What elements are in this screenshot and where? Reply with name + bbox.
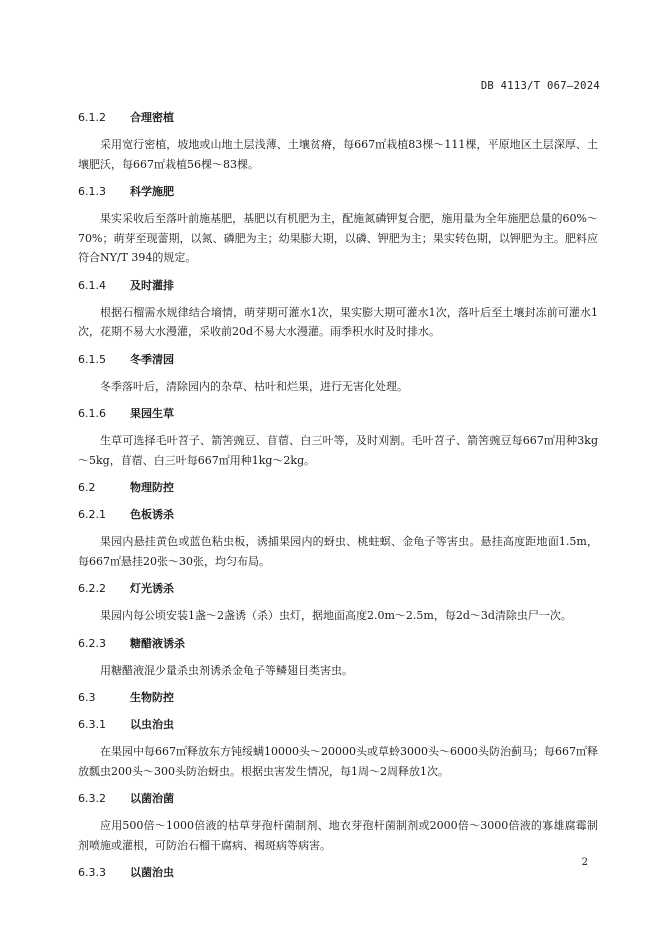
section-number: 6.2.1 bbox=[78, 508, 106, 521]
section-paragraph: 果园内悬挂黄色或蓝色粘虫板，诱捕果园内的蚜虫、桃蛀螟、金龟子等害虫。悬挂高度距地面1.5m，每667㎡悬挂20张～30张，均匀布局。 bbox=[78, 535, 598, 568]
section-number: 6.1.3 bbox=[78, 185, 106, 198]
section-paragraph: 用糖醋液混少量杀虫剂诱杀金龟子等鳞翅目类害虫。 bbox=[100, 663, 353, 677]
section-heading bbox=[78, 863, 598, 883]
section-6-1-2 bbox=[78, 108, 598, 174]
section-title: 果园生草 bbox=[130, 407, 174, 420]
section-title: 及时灌排 bbox=[130, 278, 174, 292]
section-6-3-2 bbox=[78, 789, 598, 855]
section-number: 6.1.6 bbox=[78, 407, 106, 420]
section-paragraph: 在果园中每667㎡释放东方钝绥螨10000头～20000头或草蛉3000头～6000头防治蓟马；每667㎡释放瓢虫200头～300头防治蚜虫。根据虫害发生情况，每1周～2周释放1次。 bbox=[78, 745, 598, 778]
section-6-2-3 bbox=[78, 634, 598, 681]
section-heading bbox=[78, 182, 598, 202]
section-number: 6.3.1 bbox=[78, 718, 106, 731]
section-heading bbox=[78, 579, 598, 599]
page-number: 2 bbox=[581, 857, 588, 868]
section-heading bbox=[78, 634, 598, 654]
section-6-1-4 bbox=[78, 276, 598, 342]
section-6-1-6 bbox=[78, 404, 598, 470]
section-heading bbox=[78, 404, 598, 424]
section-6-2-1 bbox=[78, 505, 598, 571]
section-number: 6.1.5 bbox=[78, 352, 106, 366]
section-title: 糖醋液诱杀 bbox=[130, 636, 185, 650]
section-number: 6.3.2 bbox=[78, 792, 106, 805]
section-title: 科学施肥 bbox=[130, 185, 174, 198]
section-6-1-5 bbox=[78, 350, 598, 397]
section-title: 合理密植 bbox=[130, 111, 174, 124]
section-paragraph: 采用宽行密植，坡地或山地土层浅薄、土壤贫瘠，每667㎡栽植83棵～111棵，平原地区土层深厚、土壤肥沃，每667㎡栽植56棵～83棵。 bbox=[78, 138, 598, 171]
section-title: 物理防控 bbox=[130, 481, 174, 494]
section-paragraph: 果实采收后至落叶前施基肥，基肥以有机肥为主，配施氮磷钾复合肥，施用量为全年施肥总量的60%～70%；萌芽至现蕾期，以氮、磷肥为主；幼果膨大期，以磷、钾肥为主；果实转色期，以钾肥为主。肥料应符合NY/T 394的规定。 bbox=[78, 212, 598, 264]
section-number: 6.2.2 bbox=[78, 582, 106, 595]
section-title: 生物防控 bbox=[130, 691, 174, 704]
section-6-1-3 bbox=[78, 182, 598, 268]
document-body bbox=[78, 108, 598, 890]
section-number: 6.2.3 bbox=[78, 636, 106, 650]
section-6-3 bbox=[78, 688, 598, 708]
section-heading bbox=[78, 350, 598, 370]
section-6-3-3 bbox=[78, 863, 598, 883]
section-number: 6.2 bbox=[78, 481, 96, 494]
section-title: 以菌治虫 bbox=[130, 866, 174, 879]
section-paragraph: 果园内每公顷安装1盏～2盏诱（杀）虫灯，据地面高度2.0m～2.5m，每2d～3d清除虫尸一次。 bbox=[100, 609, 572, 622]
section-paragraph: 应用500倍～1000倍液的枯草芽孢杆菌制剂、地衣芽孢杆菌制剂或2000倍～3000倍液的寡雄腐霉制剂喷施或灌根，可防治石榴干腐病、褐斑病等病害。 bbox=[78, 819, 598, 852]
section-number: 6.3.3 bbox=[78, 866, 106, 879]
section-title: 冬季清园 bbox=[130, 352, 174, 366]
section-number: 6.3 bbox=[78, 691, 96, 704]
section-heading bbox=[78, 478, 598, 498]
section-heading bbox=[78, 276, 598, 296]
section-paragraph: 冬季落叶后，清除园内的杂草、枯叶和烂果，进行无害化处理。 bbox=[100, 379, 408, 393]
standard-code: DB 4113/T 067—2024 bbox=[480, 80, 600, 92]
section-title: 以虫治虫 bbox=[130, 718, 174, 731]
section-title: 色板诱杀 bbox=[130, 508, 174, 521]
section-6-2-2 bbox=[78, 579, 598, 626]
section-number: 6.1.4 bbox=[78, 278, 106, 292]
section-heading bbox=[78, 108, 598, 128]
section-heading bbox=[78, 715, 598, 735]
section-paragraph: 根据石榴需水规律结合墒情，萌芽期可灌水1次，果实膨大期可灌水1次，落叶后至土壤封冻前可灌水1次，花期不易大水漫灌，采收前20d不易大水漫灌。雨季积水时及时排水。 bbox=[78, 305, 598, 338]
section-6-2 bbox=[78, 478, 598, 498]
section-heading bbox=[78, 505, 598, 525]
section-heading bbox=[78, 789, 598, 809]
section-title: 以菌治菌 bbox=[130, 792, 174, 805]
section-title: 灯光诱杀 bbox=[130, 582, 174, 595]
section-paragraph: 生草可选择毛叶苕子、箭筈豌豆、苜蓿、白三叶等，及时刈割。毛叶苕子、箭筈豌豆每667㎡用种3kg～5kg，苜蓿、白三叶每667㎡用种1kg～2kg。 bbox=[78, 434, 598, 467]
section-number: 6.1.2 bbox=[78, 111, 106, 124]
section-6-3-1 bbox=[78, 715, 598, 781]
section-heading bbox=[78, 688, 598, 708]
